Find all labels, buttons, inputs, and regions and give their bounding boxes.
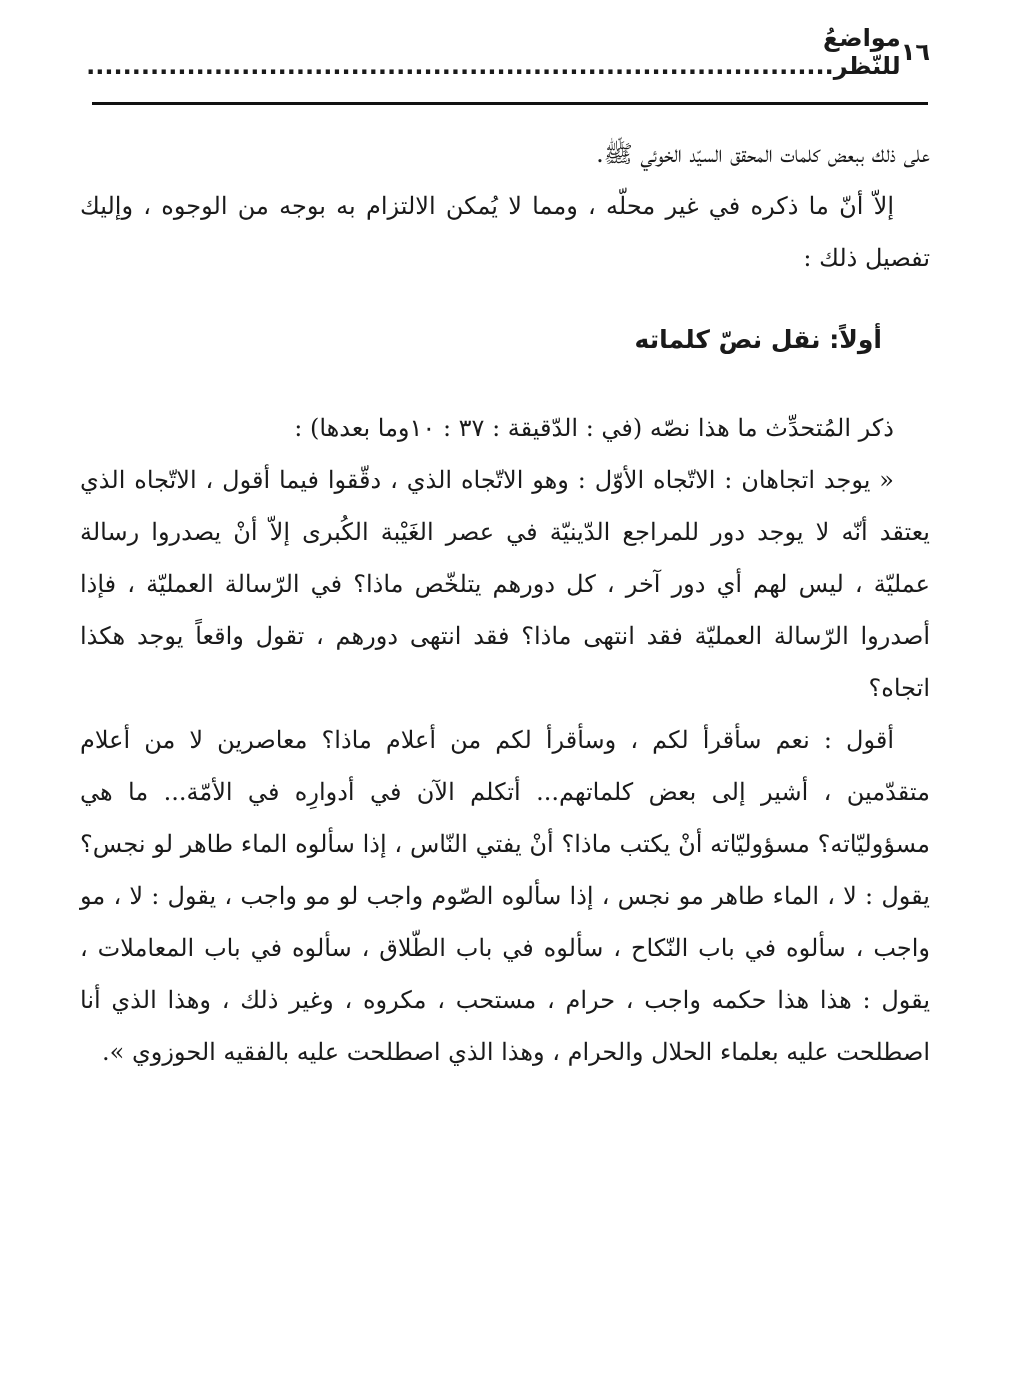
header-rule: [92, 102, 928, 105]
page-number: ١٦: [900, 38, 930, 66]
paragraph-objection: إلاّ أنّ ما ذكره في غير محلّه ، ومما لا يُمكن الالتزام به بوجه من الوجوه ، وإليك تفصيل ذلك :: [80, 192, 930, 272]
section-heading: أولاً: نقل نصّ كلماته: [634, 325, 882, 354]
paragraph-citation: ذكر المُتحدِّث ما هذا نصّه (في : الدّقيقة : ٣٧ : ١٠وما بعدها) :: [294, 414, 894, 442]
running-title: مواضعُ للنّظر..................................................................................: [86, 24, 901, 80]
paragraph-quote-start: « يوجد اتجاهان : الاتّجاه الأوّل : وهو الاتّجاه الذي ، دقّقوا فيما أقول ، الاتّجاه الذي يعتقد أنّه لا يوجد دور للمراجع الدّينيّة في عصر الغَيْبة الكُبرى إلاّ أنْ يصدروا رسالة عمليّة ، ليس لهم أي دور آخر ، كل دورهم يتلخّص ماذا؟ في الرّسالة العمليّة ، فإذا أصدروا الرّسالة العمليّة فقد انتهى ماذا؟ فقد انتهى دورهم ، تقول واقعاً يوجد هكذا اتجاه؟: [80, 466, 930, 702]
paragraph-quote-continued: أقول : نعم سأقرأ لكم ، وسأقرأ لكم من أعلام ماذا؟ معاصرين لا من أعلام متقدّمين ، أشير إلى بعض كلماتهم... أتكلم الآن في أدوارِه في الأمّة... ما هي مسؤوليّاته؟ مسؤوليّاته أنْ يكتب ماذا؟ أنْ يفتي النّاس ، إذا سألوه الماء طاهر لو نجس؟ يقول : لا ، الماء طاهر مو نجس ، إذا سألوه الصّوم واجب لو مو واجب ، يقول : لا ، مو واجب ، سألوه في باب النّكاح ، سألوه في باب الطّلاق ، سألوه في باب المعاملات ، يقول : هذا هذا حكمه واجب ، حرام ، مستحب ، مكروه ، وغير ذلك ، وهذا الذي أنا اصطلحت عليه بعلماء الحلال والحرام ، وهذا الذي اصطلحت عليه بالفقيه الحوزوي ».: [80, 726, 931, 1066]
paragraph-intro: على ذلك ببعض كلمات المحقق السيّد الخوئي ﷺ.: [596, 140, 930, 168]
page-header: [86, 24, 930, 80]
page-body: [80, 128, 930, 1078]
